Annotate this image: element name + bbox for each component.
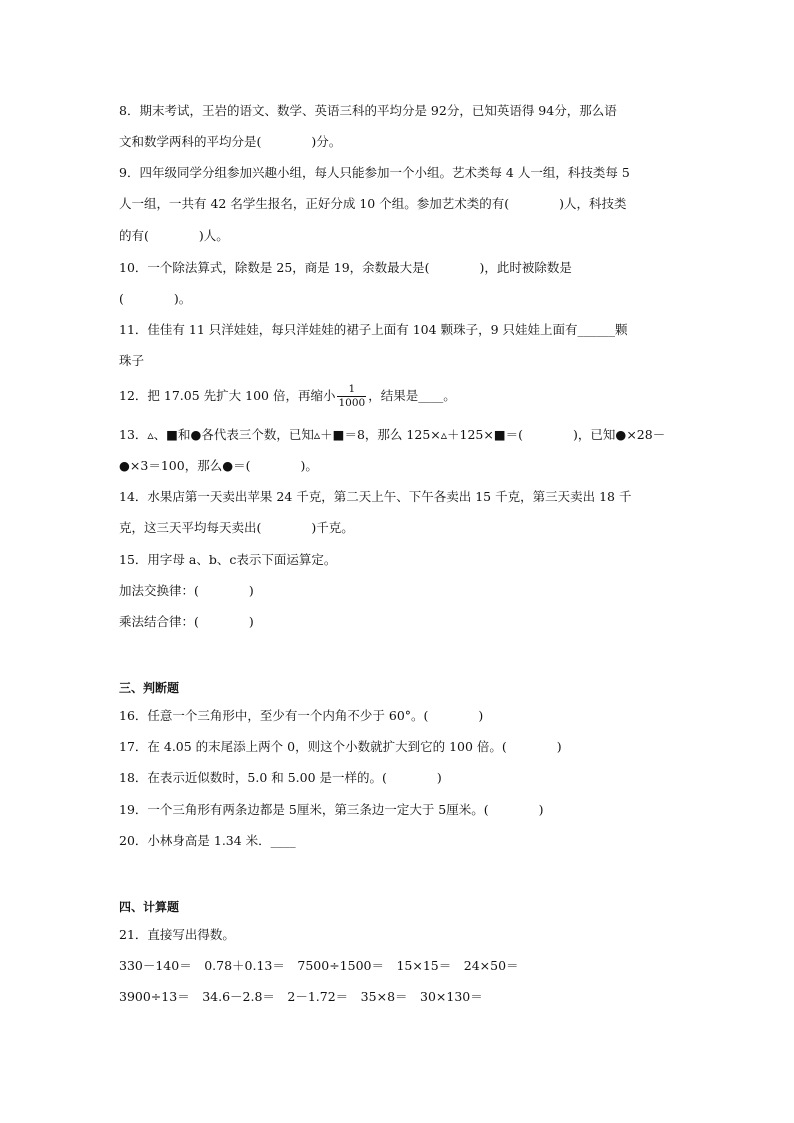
- calculation-row-2: 3900÷13＝ 34.6－2.8＝ 2－1.72＝ 35×8＝ 30×130＝: [119, 989, 483, 1004]
- fraction-denominator: 1000: [338, 397, 366, 409]
- question-18: 18．在表示近似数时，5.0 和 5.00 是一样的。( ): [119, 770, 442, 785]
- question-9-line-3: 的有( )人。: [119, 228, 229, 243]
- question-15-line-3: 乘法结合律：( ): [119, 614, 254, 629]
- question-9-line-2: 人一组，一共有 42 名学生报名，正好分成 10 个组。参加艺术类的有( )人，科技类: [119, 196, 627, 211]
- section-3-heading: 三、判断题: [119, 681, 180, 695]
- question-15-line-2: 加法交换律：( ): [119, 583, 254, 598]
- question-20: 20．小林身高是 1.34 米．____: [119, 833, 296, 848]
- question-10-line-1: 10．一个除法算式，除数是 25，商是 19，余数最大是( )，此时被除数是: [119, 260, 572, 275]
- question-16: 16．任意一个三角形中，至少有一个内角不少于 60°。( ): [119, 708, 484, 723]
- question-13-line-2: ●×3＝100，那么●＝( )。: [119, 458, 318, 473]
- fraction-numerator: 1: [337, 383, 366, 397]
- question-19: 19．一个三角形有两条边都是 5厘米，第三条边一定大于 5厘米。( ): [119, 802, 544, 817]
- question-10-line-2: ( )。: [119, 291, 192, 306]
- question-8-line-2: 文和数学两科的平均分是( )分。: [119, 134, 342, 149]
- question-11-line-2: 珠子: [119, 353, 145, 368]
- question-12-text-after: ，结果是____。: [368, 388, 456, 403]
- question-9-line-1: 9．四年级同学分组参加兴趣小组，每人只能参加一个小组。艺术类每 4 人一组，科技类每 5: [119, 165, 630, 180]
- question-14-line-1: 14．水果店第一天卖出苹果 24 千克，第二天上午、下午各卖出 15 千克，第三天卖出 18 千: [119, 489, 632, 504]
- calculation-row-1: 330－140＝ 0.78＋0.13＝ 7500÷1500＝ 15×15＝ 24×50＝: [119, 958, 519, 973]
- section-4-heading: 四、计算题: [119, 900, 180, 914]
- question-17: 17．在 4.05 的末尾添上两个 0，则这个小数就扩大到它的 100 倍。( ): [119, 739, 562, 754]
- question-15-line-1: 15．用字母 a、b、c表示下面运算定。: [119, 552, 337, 567]
- question-8-line-1: 8．期末考试，王岩的语文、数学、英语三科的平均分是 92分，已知英语得 94分，那么语: [119, 103, 617, 118]
- question-11-line-1: 11．佳佳有 11 只洋娃娃，每只洋娃娃的裙子上面有 104 颗珠子，9 只娃娃上面有______颗: [119, 322, 628, 337]
- fraction: [337, 383, 366, 410]
- question-13-line-1: 13．▵、■和●各代表三个数，已知▵＋■＝8，那么 125×▵＋125×■＝( )，已知●×28－: [119, 427, 666, 442]
- question-21-intro: 21．直接写出得数。: [119, 927, 235, 942]
- question-12-text-before: 12．把 17.05 先扩大 100 倍，再缩小: [119, 388, 336, 403]
- question-14-line-2: 克，这三天平均每天卖出( )千克。: [119, 520, 354, 535]
- question-12: [119, 378, 456, 414]
